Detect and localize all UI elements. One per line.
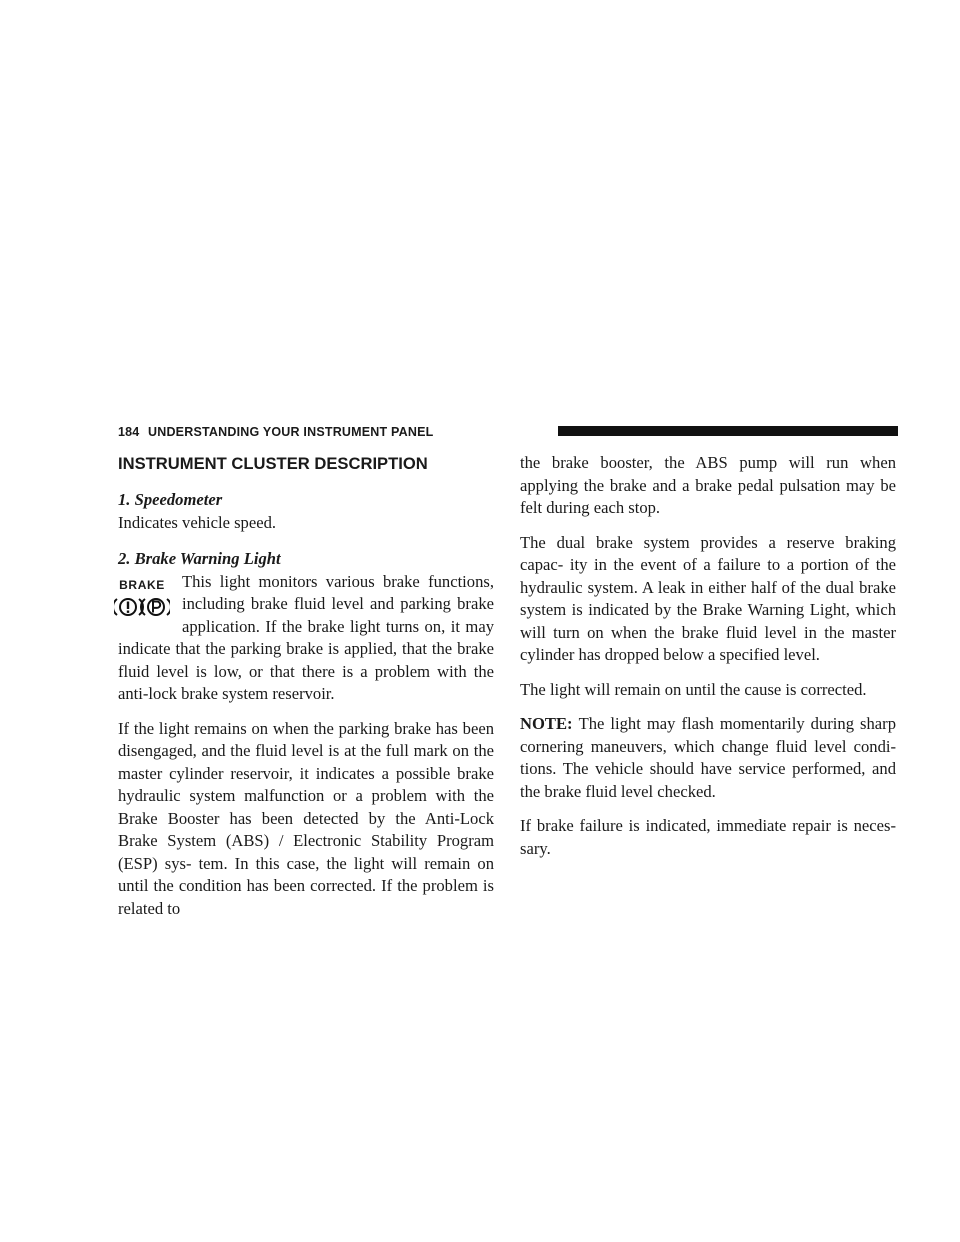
- left-column: [118, 452, 494, 920]
- section-title: UNDERSTANDING YOUR INSTRUMENT PANEL: [148, 425, 434, 439]
- note-label: NOTE:: [520, 714, 573, 733]
- body-paragraph: If brake failure is indicated, immediate repair is neces- sary.: [520, 816, 896, 858]
- body-paragraph: The light will remain on until the cause is corrected.: [520, 679, 867, 699]
- page-title: INSTRUMENT CLUSTER DESCRIPTION: [118, 454, 428, 473]
- brake-warning-icon: [114, 579, 166, 623]
- item-speedometer-title: 1. Speedometer: [118, 490, 223, 509]
- note-text: The light may flash momentarily during sharp cornering maneuvers, which change fluid level condi- tions. The vehicle should have service performed, and the brake fluid level checked.: [520, 714, 896, 801]
- note-paragraph: [520, 713, 896, 803]
- body-paragraph: the brake booster, the ABS pump will run when applying the brake and a brake pedal pulsation may be felt during each stop.: [520, 453, 896, 517]
- brake-warning-block: [118, 571, 494, 706]
- item-brake-warning-text: This light monitors various brake functions, including brake fluid level and parking brake application. If the brake light turns on, it may indicate that the parking brake is applied, that the brake fluid level is low, or that there is a problem with the anti-lock brake system reservoir.: [118, 571, 494, 703]
- running-header: [118, 423, 898, 441]
- header-rule: [558, 426, 898, 436]
- item-speedometer-text: Indicates vehicle speed.: [118, 512, 277, 532]
- page-number: 184: [118, 425, 140, 439]
- body-paragraph: The dual brake system provides a reserve braking capac- ity in the event of a failure to a portion of the hydraulic system. A leak in either half of the dual brake system is indicated by the Brake Warning Light, which will turn on when the brake fluid level in the master cylinder has dropped below a specified level.: [520, 532, 896, 664]
- body-paragraph: If the light remains on when the parking brake has been disengaged, and the fluid level is at the full mark on the master cylinder reservoir, it indicates a possible brake hydraulic system malfunction or a problem with the Brake Booster has been detected by the Anti-Lock Brake System (ABS) / Electronic Stability Program (ESP) sys- tem. In this case, the light will remain on until the condition has been corrected. If the problem is related to: [118, 718, 494, 918]
- item-brake-warning-title: 2. Brake Warning Light: [118, 549, 281, 568]
- brake-symbols-icon: [114, 595, 170, 619]
- right-column: [520, 452, 896, 860]
- brake-icon-label: BRAKE: [119, 577, 165, 592]
